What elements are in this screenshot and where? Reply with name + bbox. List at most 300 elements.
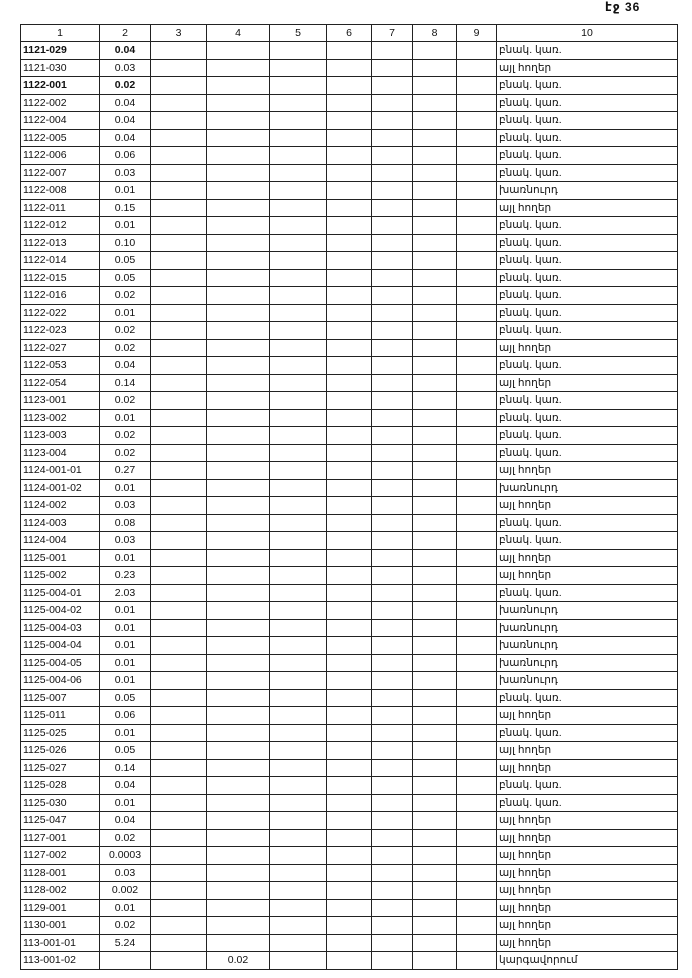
empty-cell (372, 427, 413, 445)
empty-cell (413, 374, 457, 392)
empty-cell (327, 794, 372, 812)
empty-cell (457, 374, 497, 392)
column-4-cell (207, 619, 270, 637)
empty-cell (151, 59, 207, 77)
empty-cell (327, 619, 372, 637)
parcel-code-cell: 113-001-02 (21, 952, 100, 970)
empty-cell (457, 42, 497, 60)
empty-cell (327, 59, 372, 77)
empty-cell (327, 672, 372, 690)
empty-cell (457, 812, 497, 830)
table-row (21, 77, 678, 95)
area-cell: 0.01 (100, 672, 151, 690)
table-row (21, 234, 678, 252)
parcel-code-cell: 1122-053 (21, 357, 100, 375)
empty-cell (151, 602, 207, 620)
empty-cell (327, 532, 372, 550)
land-use-cell: այլ հողեր (497, 59, 678, 77)
empty-cell (372, 742, 413, 760)
area-cell: 0.06 (100, 707, 151, 725)
empty-cell (270, 304, 327, 322)
empty-cell (270, 252, 327, 270)
empty-cell (270, 42, 327, 60)
empty-cell (327, 427, 372, 445)
land-use-cell: այլ հողեր (497, 882, 678, 900)
table-row (21, 759, 678, 777)
parcel-code-cell: 1122-015 (21, 269, 100, 287)
parcel-code-cell: 1125-001 (21, 549, 100, 567)
empty-cell (457, 322, 497, 340)
land-use-cell: խառնուրդ (497, 182, 678, 200)
area-cell: 0.02 (100, 322, 151, 340)
empty-cell (270, 427, 327, 445)
parcel-code-cell: 1130-001 (21, 917, 100, 935)
empty-cell (372, 707, 413, 725)
table-row (21, 199, 678, 217)
table-row (21, 829, 678, 847)
area-cell: 0.03 (100, 59, 151, 77)
empty-cell (151, 94, 207, 112)
empty-cell (270, 637, 327, 655)
parcel-code-cell: 113-001-01 (21, 934, 100, 952)
empty-cell (151, 392, 207, 410)
column-4-cell (207, 444, 270, 462)
parcel-code-cell: 1122-016 (21, 287, 100, 305)
empty-cell (327, 479, 372, 497)
empty-cell (270, 357, 327, 375)
empty-cell (270, 392, 327, 410)
land-use-cell: բնակ. կառ. (497, 42, 678, 60)
empty-cell (457, 409, 497, 427)
empty-cell (372, 409, 413, 427)
table-row (21, 637, 678, 655)
column-4-cell (207, 847, 270, 865)
area-cell: 0.04 (100, 777, 151, 795)
column-4-cell (207, 864, 270, 882)
column-4-cell (207, 269, 270, 287)
column-4-cell (207, 94, 270, 112)
land-use-cell: բնակ. կառ. (497, 217, 678, 235)
parcel-code-cell: 1121-030 (21, 59, 100, 77)
empty-cell (457, 829, 497, 847)
area-cell: 0.01 (100, 409, 151, 427)
area-cell: 0.02 (100, 444, 151, 462)
empty-cell (327, 304, 372, 322)
empty-cell (457, 549, 497, 567)
column-header: 3 (151, 25, 207, 42)
empty-cell (413, 934, 457, 952)
parcel-code-cell: 1125-004-05 (21, 654, 100, 672)
empty-cell (270, 514, 327, 532)
parcel-code-cell: 1129-001 (21, 899, 100, 917)
column-4-cell (207, 374, 270, 392)
empty-cell (327, 94, 372, 112)
area-cell: 0.04 (100, 42, 151, 60)
column-4-cell (207, 339, 270, 357)
empty-cell (151, 707, 207, 725)
parcel-code-cell: 1123-002 (21, 409, 100, 427)
land-use-cell: այլ հողեր (497, 934, 678, 952)
empty-cell (327, 42, 372, 60)
column-4-cell (207, 707, 270, 725)
empty-cell (327, 584, 372, 602)
land-use-cell: այլ հողեր (497, 199, 678, 217)
empty-cell (270, 672, 327, 690)
empty-cell (327, 392, 372, 410)
area-cell: 0.05 (100, 742, 151, 760)
empty-cell (372, 637, 413, 655)
empty-cell (413, 654, 457, 672)
column-header: 8 (413, 25, 457, 42)
empty-cell (457, 672, 497, 690)
empty-cell (327, 182, 372, 200)
land-use-cell: այլ հողեր (497, 899, 678, 917)
land-use-cell: այլ հողեր (497, 374, 678, 392)
land-use-cell: բնակ. կառ. (497, 532, 678, 550)
area-cell: 0.01 (100, 619, 151, 637)
empty-cell (372, 217, 413, 235)
empty-cell (151, 882, 207, 900)
empty-cell (413, 602, 457, 620)
empty-cell (327, 269, 372, 287)
table-row (21, 322, 678, 340)
empty-cell (457, 952, 497, 970)
empty-cell (413, 129, 457, 147)
area-cell: 0.05 (100, 269, 151, 287)
column-4-cell (207, 899, 270, 917)
empty-cell (372, 182, 413, 200)
empty-cell (270, 217, 327, 235)
land-use-cell: այլ հողեր (497, 829, 678, 847)
empty-cell (457, 619, 497, 637)
land-use-cell: բնակ. կառ. (497, 357, 678, 375)
empty-cell (457, 164, 497, 182)
empty-cell (413, 882, 457, 900)
empty-cell (151, 322, 207, 340)
empty-cell (270, 374, 327, 392)
land-use-cell: բնակ. կառ. (497, 129, 678, 147)
land-use-cell: խառնուրդ (497, 654, 678, 672)
table-row (21, 742, 678, 760)
parcel-code-cell: 1125-004-03 (21, 619, 100, 637)
empty-cell (151, 864, 207, 882)
empty-cell (413, 672, 457, 690)
table-row (21, 94, 678, 112)
column-4-cell (207, 794, 270, 812)
land-use-cell: բնակ. կառ. (497, 234, 678, 252)
land-use-cell: կարգավորում (497, 952, 678, 970)
column-4-cell (207, 637, 270, 655)
empty-cell (457, 129, 497, 147)
column-4-cell (207, 427, 270, 445)
empty-cell (413, 77, 457, 95)
area-cell: 0.01 (100, 602, 151, 620)
table-row (21, 724, 678, 742)
empty-cell (270, 444, 327, 462)
parcel-code-cell: 1123-003 (21, 427, 100, 445)
empty-cell (413, 409, 457, 427)
area-cell: 0.03 (100, 164, 151, 182)
parcel-code-cell: 1124-002 (21, 497, 100, 515)
land-use-cell: բնակ. կառ. (497, 444, 678, 462)
empty-cell (413, 199, 457, 217)
column-4-cell (207, 567, 270, 585)
empty-cell (457, 427, 497, 445)
empty-cell (151, 899, 207, 917)
land-use-cell: բնակ. կառ. (497, 269, 678, 287)
column-4-cell (207, 252, 270, 270)
column-4-cell (207, 882, 270, 900)
empty-cell (372, 532, 413, 550)
empty-cell (151, 777, 207, 795)
empty-cell (372, 252, 413, 270)
land-use-cell: այլ հողեր (497, 759, 678, 777)
empty-cell (372, 602, 413, 620)
empty-cell (372, 42, 413, 60)
empty-cell (372, 94, 413, 112)
empty-cell (270, 899, 327, 917)
area-cell: 0.01 (100, 794, 151, 812)
parcel-code-cell: 1125-004-06 (21, 672, 100, 690)
column-4-cell (207, 549, 270, 567)
area-cell: 0.03 (100, 864, 151, 882)
empty-cell (413, 637, 457, 655)
empty-cell (372, 672, 413, 690)
table-row (21, 112, 678, 130)
empty-cell (270, 112, 327, 130)
empty-cell (270, 147, 327, 165)
empty-cell (151, 444, 207, 462)
empty-cell (372, 689, 413, 707)
table-row (21, 42, 678, 60)
empty-cell (413, 864, 457, 882)
column-4-cell (207, 164, 270, 182)
land-use-cell: բնակ. կառ. (497, 409, 678, 427)
table-row (21, 357, 678, 375)
empty-cell (270, 462, 327, 480)
empty-cell (372, 917, 413, 935)
area-cell: 0.06 (100, 147, 151, 165)
empty-cell (457, 637, 497, 655)
area-cell: 0.04 (100, 129, 151, 147)
empty-cell (372, 357, 413, 375)
empty-cell (151, 427, 207, 445)
table-body (21, 42, 678, 970)
parcel-code-cell: 1122-007 (21, 164, 100, 182)
empty-cell (457, 724, 497, 742)
area-cell: 0.01 (100, 217, 151, 235)
column-header: 1 (21, 25, 100, 42)
table-row (21, 374, 678, 392)
parcel-code-cell: 1124-001-02 (21, 479, 100, 497)
empty-cell (270, 724, 327, 742)
area-cell: 5.24 (100, 934, 151, 952)
empty-cell (270, 269, 327, 287)
land-use-cell: բնակ. կառ. (497, 794, 678, 812)
table-row (21, 269, 678, 287)
empty-cell (413, 812, 457, 830)
empty-cell (327, 514, 372, 532)
area-cell: 0.01 (100, 654, 151, 672)
table-row (21, 497, 678, 515)
parcel-code-cell: 1122-014 (21, 252, 100, 270)
land-use-cell: բնակ. կառ. (497, 777, 678, 795)
table-row (21, 952, 678, 970)
column-4-cell (207, 672, 270, 690)
empty-cell (372, 392, 413, 410)
empty-cell (413, 217, 457, 235)
table-row (21, 899, 678, 917)
empty-cell (151, 567, 207, 585)
empty-cell (372, 829, 413, 847)
column-header: 6 (327, 25, 372, 42)
empty-cell (327, 217, 372, 235)
parcel-code-cell: 1123-004 (21, 444, 100, 462)
area-cell: 0.04 (100, 94, 151, 112)
empty-cell (270, 339, 327, 357)
empty-cell (372, 287, 413, 305)
column-4-cell (207, 917, 270, 935)
column-4-cell (207, 59, 270, 77)
empty-cell (413, 444, 457, 462)
empty-cell (413, 112, 457, 130)
land-use-cell: այլ հողեր (497, 812, 678, 830)
empty-cell (372, 462, 413, 480)
area-cell: 0.03 (100, 497, 151, 515)
land-use-cell: այլ հողեր (497, 462, 678, 480)
empty-cell (270, 567, 327, 585)
empty-cell (457, 584, 497, 602)
area-cell: 0.08 (100, 514, 151, 532)
parcel-code-cell: 1125-026 (21, 742, 100, 760)
column-4-cell (207, 462, 270, 480)
empty-cell (413, 94, 457, 112)
empty-cell (327, 199, 372, 217)
land-use-cell: բնակ. կառ. (497, 724, 678, 742)
empty-cell (413, 759, 457, 777)
empty-cell (151, 934, 207, 952)
empty-cell (270, 234, 327, 252)
area-cell: 0.01 (100, 182, 151, 200)
parcel-code-cell: 1122-001 (21, 77, 100, 95)
parcel-code-cell: 1125-028 (21, 777, 100, 795)
empty-cell (413, 584, 457, 602)
empty-cell (270, 689, 327, 707)
empty-cell (457, 532, 497, 550)
empty-cell (413, 479, 457, 497)
empty-cell (372, 304, 413, 322)
empty-cell (327, 654, 372, 672)
parcel-code-cell: 1121-029 (21, 42, 100, 60)
empty-cell (413, 182, 457, 200)
area-cell: 0.0003 (100, 847, 151, 865)
table-row (21, 812, 678, 830)
empty-cell (151, 357, 207, 375)
empty-cell (413, 357, 457, 375)
land-use-cell: բնակ. կառ. (497, 514, 678, 532)
empty-cell (270, 584, 327, 602)
empty-cell (151, 672, 207, 690)
empty-cell (413, 42, 457, 60)
empty-cell (151, 794, 207, 812)
area-cell: 0.02 (100, 339, 151, 357)
empty-cell (327, 917, 372, 935)
area-cell: 0.01 (100, 479, 151, 497)
empty-cell (457, 497, 497, 515)
empty-cell (413, 304, 457, 322)
table-row (21, 392, 678, 410)
empty-cell (457, 339, 497, 357)
empty-cell (327, 497, 372, 515)
land-use-cell: այլ հողեր (497, 742, 678, 760)
empty-cell (327, 602, 372, 620)
empty-cell (270, 917, 327, 935)
area-cell: 0.05 (100, 689, 151, 707)
parcel-code-cell: 1125-004-04 (21, 637, 100, 655)
table-row (21, 217, 678, 235)
empty-cell (457, 689, 497, 707)
empty-cell (327, 77, 372, 95)
area-cell: 0.05 (100, 252, 151, 270)
empty-cell (151, 287, 207, 305)
column-4-cell (207, 777, 270, 795)
empty-cell (457, 899, 497, 917)
land-use-cell: բնակ. կառ. (497, 94, 678, 112)
empty-cell (413, 899, 457, 917)
land-use-cell: այլ հողեր (497, 497, 678, 515)
empty-cell (372, 619, 413, 637)
empty-cell (413, 287, 457, 305)
column-4-cell (207, 304, 270, 322)
empty-cell (413, 59, 457, 77)
land-use-cell: այլ հողեր (497, 864, 678, 882)
column-4-cell (207, 322, 270, 340)
empty-cell (457, 514, 497, 532)
empty-cell (327, 829, 372, 847)
empty-cell (270, 759, 327, 777)
area-cell: 0.03 (100, 532, 151, 550)
empty-cell (151, 549, 207, 567)
column-4-cell (207, 829, 270, 847)
empty-cell (327, 409, 372, 427)
column-4-cell (207, 724, 270, 742)
empty-cell (327, 339, 372, 357)
land-use-cell: այլ հողեր (497, 339, 678, 357)
column-4-cell (207, 42, 270, 60)
empty-cell (372, 777, 413, 795)
empty-cell (270, 532, 327, 550)
column-4-cell (207, 199, 270, 217)
empty-cell (151, 479, 207, 497)
empty-cell (327, 287, 372, 305)
empty-cell (151, 724, 207, 742)
empty-cell (270, 794, 327, 812)
empty-cell (413, 147, 457, 165)
parcel-code-cell: 1127-001 (21, 829, 100, 847)
empty-cell (457, 794, 497, 812)
empty-cell (270, 77, 327, 95)
empty-cell (151, 217, 207, 235)
empty-cell (372, 77, 413, 95)
column-4-cell (207, 234, 270, 252)
land-use-cell: խառնուրդ (497, 479, 678, 497)
empty-cell (372, 934, 413, 952)
column-4-cell (207, 392, 270, 410)
empty-cell (327, 112, 372, 130)
empty-cell (457, 462, 497, 480)
empty-cell (372, 952, 413, 970)
empty-cell (327, 129, 372, 147)
